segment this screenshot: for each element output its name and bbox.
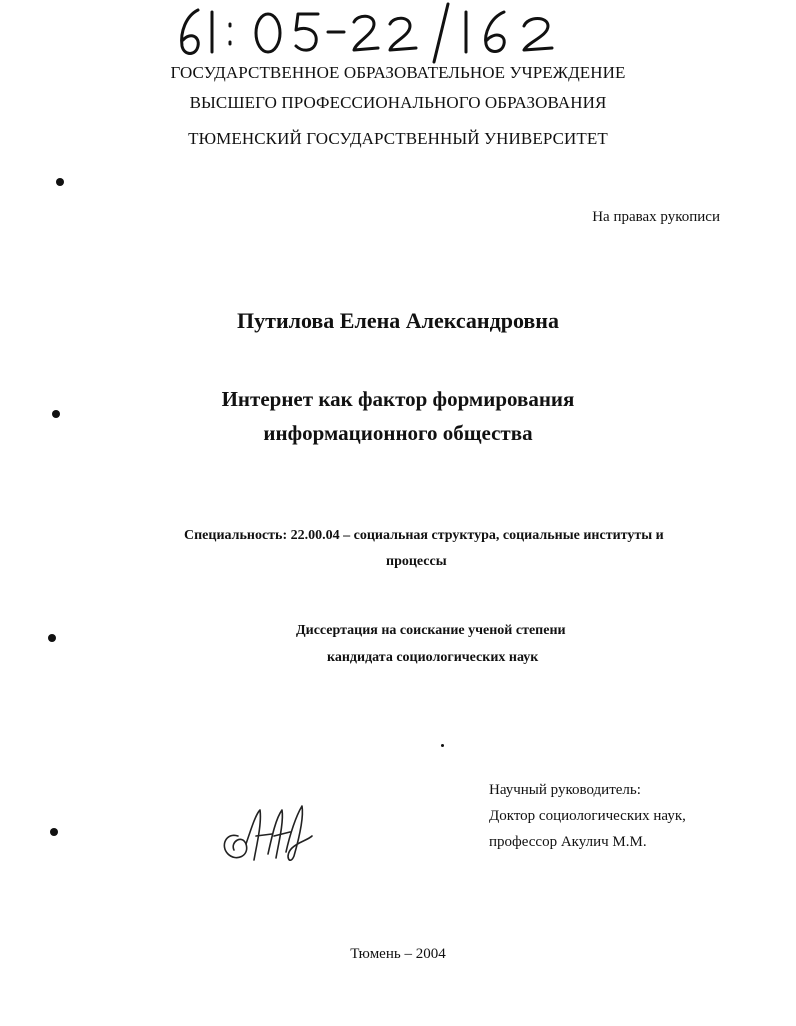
scan-mark-5 (441, 744, 444, 747)
dissertation-line-2: кандидата социологических наук (327, 650, 539, 665)
advisor-line-2: Доктор социологических наук, (489, 808, 686, 824)
thesis-title-line-1: Интернет как фактор формирования (221, 387, 575, 411)
advisor-line-3: профессор Акулич М.М. (489, 834, 647, 850)
handwritten-catalog-number (168, 2, 588, 64)
author-name: Путилова Елена Александровна (237, 308, 559, 333)
handwritten-signature (216, 796, 316, 868)
institution-line-2: ВЫСШЕГО ПРОФЕССИОНАЛЬНОГО ОБРАЗОВАНИЯ (189, 93, 607, 112)
scan-mark-3 (48, 634, 56, 642)
specialty-line-1: Специальность: 22.00.04 – социальная структура, социальные институты и (184, 528, 664, 543)
scan-mark-1 (56, 178, 64, 186)
institution-line-1: ГОСУДАРСТВЕННОЕ ОБРАЗОВАТЕЛЬНОЕ УЧРЕЖДЕНИЕ (170, 63, 626, 82)
rights-note: На правах рукописи (592, 209, 720, 225)
scan-mark-2 (52, 410, 60, 418)
advisor-line-1: Научный руководитель: (489, 782, 641, 798)
institution-line-3: ТЮМЕНСКИЙ ГОСУДАРСТВЕННЫЙ УНИВЕРСИТЕТ (188, 129, 608, 148)
city-year: Тюмень – 2004 (350, 946, 446, 962)
thesis-title-line-2: информационного общества (263, 421, 533, 445)
dissertation-line-1: Диссертация на соискание ученой степени (296, 623, 566, 638)
scan-mark-4 (50, 828, 58, 836)
specialty-line-2: процессы (386, 554, 447, 569)
